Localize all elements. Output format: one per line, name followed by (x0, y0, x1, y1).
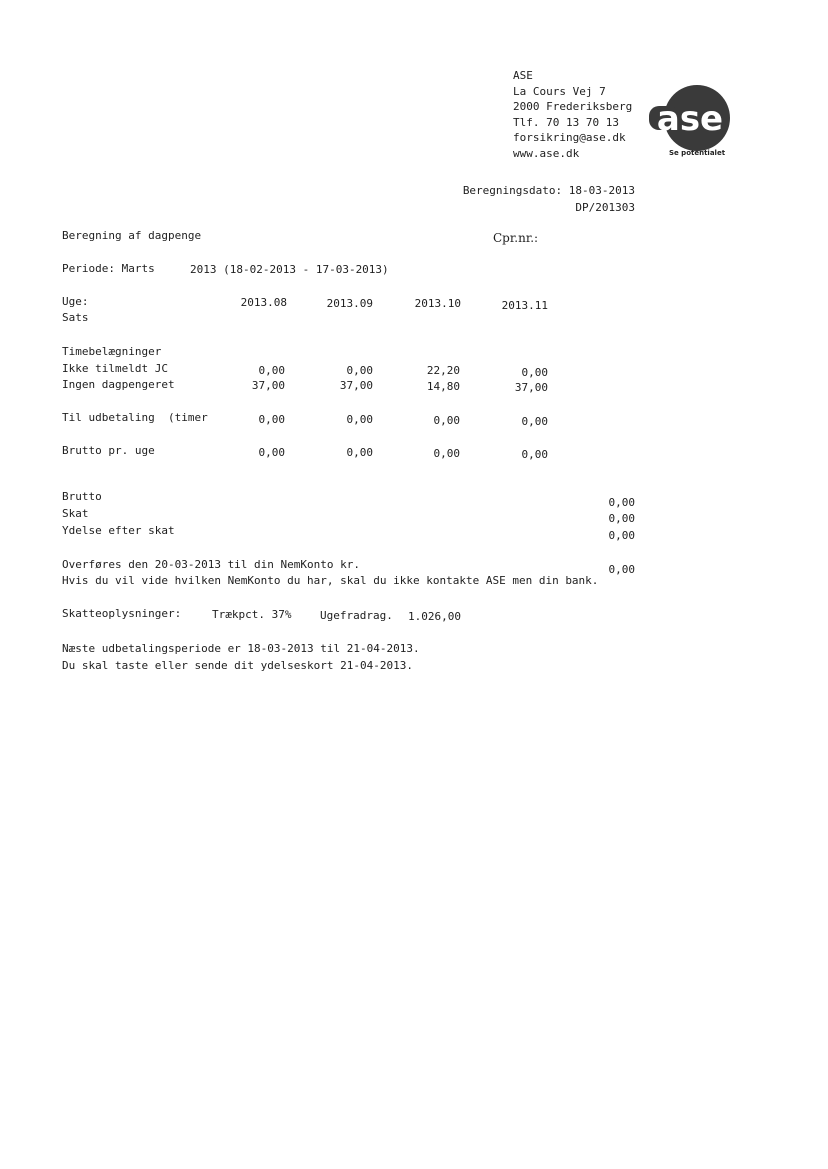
total-label: Skat (62, 507, 89, 520)
sender-city: 2000 Frederiksberg (513, 100, 633, 113)
row-value: 0,00 (521, 448, 548, 461)
tax-deduction-label: Ugefradrag. (320, 609, 393, 622)
tax-percentage: Trækpct. 37% (212, 608, 292, 621)
tax-deduction-value: 1.026,00 (408, 610, 461, 623)
cpr-label: Cpr.nr.: (493, 231, 539, 245)
row-value: 0,00 (346, 446, 373, 459)
total-label: Ydelse efter skat (62, 524, 175, 537)
row-value: 0,00 (433, 447, 460, 460)
sender-address (513, 68, 632, 161)
week-column-4: 2013.11 (501, 299, 548, 312)
period-value: 2013 (18-02-2013 - 17-03-2013) (190, 263, 389, 276)
next-period: Næste udbetalingsperiode er 18-03-2013 til 21-04-2013. (62, 642, 420, 655)
week-column-2: 2013.09 (326, 297, 373, 310)
sender-web: www.ase.dk (513, 146, 580, 160)
row-value: 37,00 (251, 379, 285, 392)
row-label: Til udbetaling (timer (62, 411, 208, 424)
ase-logo (645, 80, 737, 160)
rate-label: Sats (62, 311, 89, 324)
tax-label: Skatteoplysninger: (62, 607, 182, 620)
row-value: 0,00 (521, 366, 548, 379)
total-label: Brutto (62, 490, 102, 503)
row-value: 0,00 (433, 414, 460, 427)
reference-number: DP/201303 (575, 201, 635, 214)
calc-date: Beregningsdato: 18-03-2013 (462, 184, 635, 197)
total-value: 0,00 (608, 512, 635, 525)
logo-tagline: Se potentialet (668, 149, 726, 157)
transfer-value: 0,00 (608, 563, 635, 576)
row-label: Brutto pr. uge (62, 444, 155, 457)
row-label: Ingen dagpengeret (62, 378, 175, 391)
hours-heading: Timebelægninger (62, 345, 162, 358)
row-value: 14,80 (426, 380, 460, 393)
total-value: 0,00 (608, 496, 635, 509)
sender-street: La Cours Vej 7 (513, 84, 606, 98)
row-value: 22,20 (426, 364, 460, 377)
week-label: Uge: (62, 295, 89, 308)
total-value: 0,00 (608, 529, 635, 542)
row-value: 0,00 (521, 415, 548, 428)
week-column-3: 2013.10 (414, 297, 461, 310)
period-label: Periode: Marts (62, 262, 155, 275)
document-title: Beregning af dagpenge (62, 229, 202, 242)
row-value: 0,00 (346, 413, 373, 426)
row-label: Ikke tilmeldt JC (62, 362, 168, 375)
row-value: 0,00 (258, 446, 285, 459)
card-note: Du skal taste eller sende dit ydelseskort 21-04-2013. (62, 659, 413, 672)
transfer-label: Overføres den 20-03-2013 til din NemKonto kr. (62, 558, 361, 571)
row-value: 37,00 (339, 379, 373, 392)
logo-text: ase (656, 99, 724, 139)
bank-note: Hvis du vil vide hvilken NemKonto du har, skal du ikke kontakte ASE men din bank. (62, 574, 599, 587)
row-value: 0,00 (346, 364, 373, 377)
sender-name: ASE (513, 69, 533, 82)
row-value: 0,00 (258, 413, 285, 426)
week-column-1: 2013.08 (240, 296, 287, 309)
row-value: 0,00 (258, 364, 285, 377)
sender-phone: Tlf. 70 13 70 13 (513, 115, 619, 129)
row-value: 37,00 (514, 381, 548, 394)
sender-email: forsikring@ase.dk (513, 131, 626, 144)
